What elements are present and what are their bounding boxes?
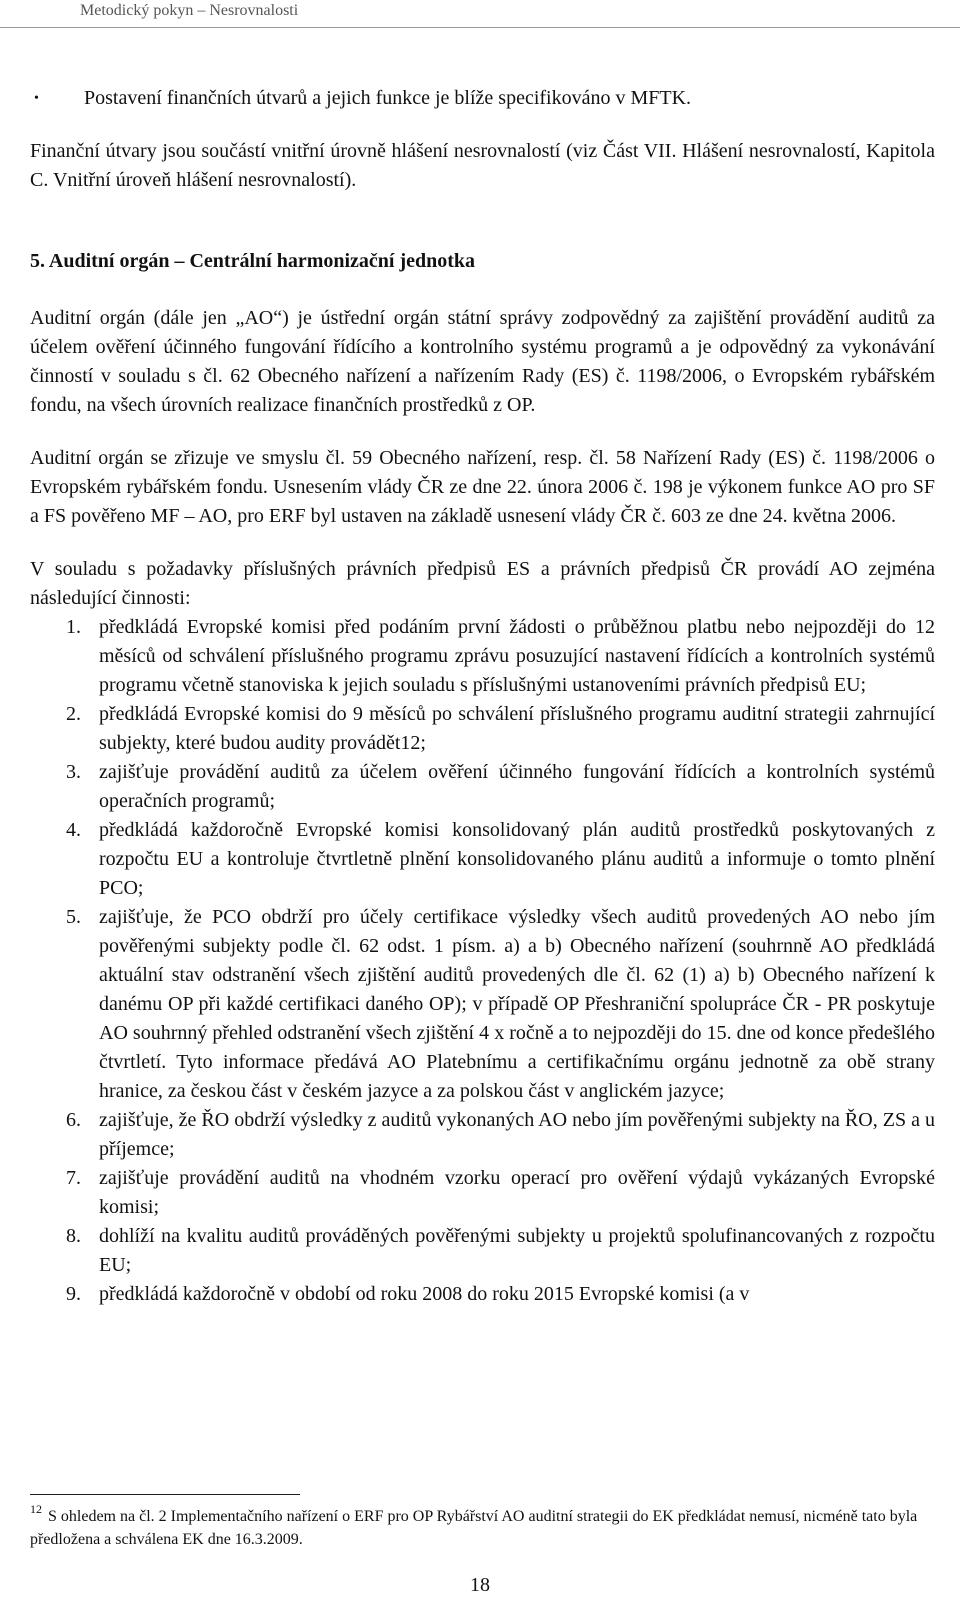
intro-paragraph: Finanční útvary jsou součástí vnitřní úrovně hlášení nesrovnalostí (viz Část VII. Hlášení nesrovnalostí, Kapitola C. Vnitřní úroveň hlášení nesrovnalostí). (30, 140, 935, 191)
list-item-number: 6. (66, 1109, 81, 1131)
list-item-text: zajišťuje, že PCO obdrží pro účely certifikace výsledky všech auditů provedených AO nebo jím pověřenými subjekty podle čl. 62 odst. 1 písm. a) a b) Obecného nařízení (souhrnně AO předkládá aktuální stav odstranění všech zjištění auditů provedených dle čl. 62 (1) a) b) Obecného nařízení k danému OP při každé certifikaci daného OP); v případě OP Přeshraniční spolupráce ČR - PR poskytuje AO souhrnný přehled odstranění všech zjištění 4 x ročně a to nejpozději do 15. dne od konce předešlého čtvrtletí. Tyto informace předává AO Platebnímu a certifikačnímu orgánu jednotně za obě strany hranice, za českou část v českém jazyce a za polskou část v anglickém jazyce; (99, 906, 935, 1102)
bullet-item (30, 84, 935, 113)
list-item-text: předkládá Evropské komisi před podáním první žádosti o průběžnou platbu nebo nejpozději do 12 měsíců od schválení příslušného programu zprávu posuzující nastavení řídících a kontrolních systémů programu včetně stanoviska k jejich souladu s příslušnými ustanoveními právních předpisů EU; (99, 616, 935, 696)
list-item-number: 2. (66, 703, 81, 725)
list-item (30, 700, 935, 758)
section-paragraph-1: Auditní orgán (dále jen „AO“) je ústřední orgán státní správy zodpovědný za zajištění provádění auditů za účelem ověření účinného fungování řídícího a kontrolního systému programů a je odpovědný za vykonávání činností v souladu s čl. 62 Obecného nařízení a nařízením Rady (ES) č. 1198/2006, o Evropském rybářském fondu, na všech úrovních realizace finančních prostředků z OP. (30, 307, 935, 416)
document-body (30, 84, 935, 1309)
list-item-text: zajišťuje provádění auditů za účelem ověření účinného fungování řídících a kontrolních systémů operačních programů; (99, 761, 935, 812)
list-item (30, 1280, 935, 1309)
list-item-number: 8. (66, 1225, 81, 1247)
list-item (30, 903, 935, 1106)
list-item (30, 613, 935, 700)
bullet-mark: • (34, 91, 39, 106)
footnote (30, 1498, 935, 1551)
list-item-number: 4. (66, 819, 81, 841)
list-item (30, 1106, 935, 1164)
footnote-separator (30, 1494, 300, 1495)
page-number: 18 (470, 1574, 490, 1596)
footnote-text: S ohledem na čl. 2 Implementačního nařízení o ERF pro OP Rybářství AO auditní strategii do EK předkládat nemusí, nicméně tato byla předložena a schválena EK dne 16.3.2009. (30, 1508, 918, 1548)
list-item-number: 9. (66, 1283, 81, 1305)
list-item-text: zajišťuje, že ŘO obdrží výsledky z auditů vykonaných AO nebo jím pověřenými subjekty na ŘO, ZS a u příjemce; (99, 1109, 935, 1160)
section-heading: 5. Auditní orgán – Centrální harmonizační jednotka (30, 250, 476, 272)
list-item-number: 1. (66, 616, 81, 638)
list-item-text: zajišťuje provádění auditů na vhodném vzorku operací pro ověření výdajů vykázaných Evropské komisi; (99, 1167, 935, 1218)
section-paragraph-3: V souladu s požadavky příslušných právních předpisů ES a právních předpisů ČR provádí AO zejména následující činnosti: (30, 558, 935, 609)
list-item-number: 7. (66, 1167, 81, 1189)
list-item-text: předkládá každoročně Evropské komisi konsolidovaný plán auditů prostředků poskytovaných z rozpočtu EU a kontroluje čtvrtletně plnění konsolidovaného plánu auditů a informuje o tomto plnění PCO; (99, 819, 935, 899)
list-item (30, 1222, 935, 1280)
list-item (30, 758, 935, 816)
list-item-text: dohlíží na kvalitu auditů prováděných pověřenými subjekty u projektů spolufinancovaných z rozpočtu EU; (99, 1225, 935, 1276)
bullet-text: Postavení finančních útvarů a jejich funkce je blíže specifikováno v MFTK. (84, 87, 692, 109)
activity-list (30, 613, 935, 1309)
list-item-text: předkládá Evropské komisi do 9 měsíců po schválení příslušného programu auditní strategii zahrnující subjekty, které budou audity provádět12; (99, 703, 935, 754)
section-paragraph-2: Auditní orgán se zřizuje ve smyslu čl. 59 Obecného nařízení, resp. čl. 58 Nařízení Rady (ES) č. 1198/2006 o Evropském rybářském fondu. Usnesením vlády ČR ze dne 22. února 2006 č. 198 je výkonem funkce AO pro SF a FS pověřeno MF – AO, pro ERF byl ustaven na základě usnesení vlády ČR č. 603 ze dne 24. května 2006. (30, 447, 935, 527)
list-item-number: 5. (66, 906, 81, 928)
list-item-number: 3. (66, 761, 81, 783)
list-item (30, 1164, 935, 1222)
list-item (30, 816, 935, 903)
footnote-mark: 12 (30, 1502, 42, 1516)
header-divider (0, 27, 960, 28)
running-header: Metodický pokyn – Nesrovnalosti (80, 2, 299, 19)
list-item-text: předkládá každoročně v období od roku 2008 do roku 2015 Evropské komisi (a v (99, 1283, 750, 1305)
